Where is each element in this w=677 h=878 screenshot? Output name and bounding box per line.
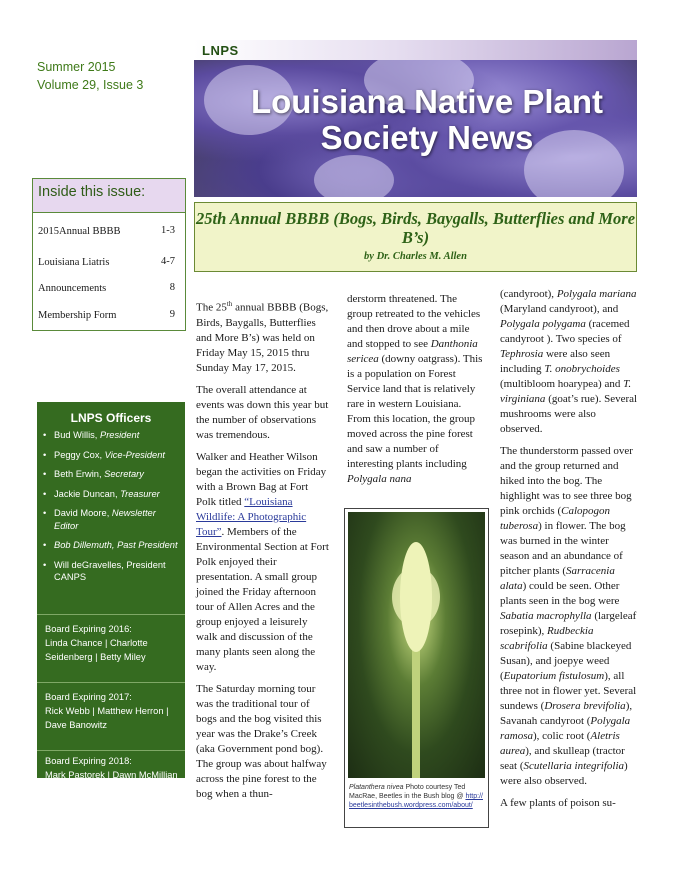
- officers-list: [43, 429, 182, 591]
- board-members: Mark Pastorek | Dawn McMillian | John Mayronne: [45, 770, 178, 794]
- officer-role: Past President: [117, 540, 178, 550]
- officer-name: Bud Willis,: [54, 430, 98, 440]
- toc-item-pages: 1-3: [161, 225, 175, 236]
- officer-item: [43, 429, 182, 442]
- toc-item-label: Louisiana Liatris: [38, 257, 110, 268]
- officer-role: Secretary: [104, 469, 144, 479]
- flower-stalk: [412, 632, 420, 778]
- flower-petal: [314, 155, 394, 197]
- officer-item: [43, 539, 182, 552]
- article-header: [194, 202, 637, 272]
- board-title: Board Expiring 2016:: [45, 624, 132, 634]
- issue-volume: Volume 29, Issue 3: [37, 78, 144, 92]
- toc-item[interactable]: [38, 256, 178, 268]
- caption-species: Platanthera nivea: [349, 784, 404, 791]
- officer-role: Vice-President: [104, 449, 165, 460]
- paragraph: The Saturday morning tour was the traditional tour of bogs and the bog visited this year was the Drake’s Creek (aka Government pond bog). The group was about halfway across the pine forest to the bog when a thun-: [196, 682, 327, 800]
- officer-item: [43, 559, 182, 584]
- orchid-photo-figure: [344, 508, 489, 828]
- officer-item: [43, 468, 182, 481]
- officer-role: Treasurer: [120, 488, 160, 499]
- issue-info: [37, 58, 143, 94]
- toc-item-label: 2015Annual BBBB: [38, 226, 121, 237]
- officer-name: David Moore,: [54, 508, 110, 518]
- officer-role: President: [100, 430, 140, 440]
- toc-item[interactable]: [38, 225, 178, 237]
- newsletter-title: Louisiana Native Plant Society News: [250, 83, 604, 156]
- toc-item-label: Membership Form: [38, 310, 117, 321]
- sidebar-divider: [37, 750, 185, 751]
- paragraph: Walker and Heather Wilson began the activities on Friday with a Brown Bag at Fort Polk titled “Louisiana Wildlife: A Photographic Tour”. Members of the Environmental Section at Fort Polk enjoyed their presentation. A small group joined the Friday afternoon tour of Allen Acres and the group enjoyed a leisurely walk and discussion of the many plants seen along the way.: [196, 450, 329, 673]
- board-members: Rick Webb | Matthew Herron | Dave Banowitz: [45, 706, 169, 730]
- table-of-contents: [32, 178, 186, 331]
- masthead-tab-label: LNPS: [202, 43, 239, 58]
- paragraph: (candyroot), Polygala mariana (Maryland candyroot), and Polygala polygama (racemed candyroot ). Two species of Tephrosia were also seen including T. onobrychoides (multibloom hoarypea) and T. virginiana (goat’s rue). Several mushrooms were also observed.: [500, 288, 638, 435]
- officers-title: LNPS Officers: [70, 411, 152, 425]
- paragraph: The thunderstorm passed over and the group returned and hiked into the bog. The highlight was to see three bog pink orchids (Calopogon tuberosa) in flower. The bog was burned in the winter season and an abundance of pitcher plants (Sarracenia alata) could be seen. Other plants seen in the bog were Sabatia macrophylla (largeleaf rosepink), Rudbeckia scabrifolia (Sabine blackeyed Susan), and joepye weed (Eupatorium fistulosum), all three not in flower yet. Several sundews (Drosera brevifolia), Savanah candyroot (Polygala ramosa), colic root (Aletris aurea), and skulleap (tractor seat (Scutellaria integrifolia) were also observed.: [500, 445, 637, 787]
- officer-name: Peggy Cox,: [54, 449, 103, 460]
- paragraph: The overall attendance at events was down this year but the number of observations was tremendous.: [196, 383, 329, 441]
- photo-caption: [349, 783, 483, 810]
- toc-item-pages: 9: [169, 309, 175, 320]
- caption-link[interactable]: http://beetlesinthebush.wordpress.com/about/: [349, 793, 483, 809]
- paragraph: derstorm threatened. The group retreated to the vehicles and then drove about a mile and stopped to see Danthonia sericea (downy oatgrass). This is a population on Forest Service land that is relatively rare in western Louisiana. From this location, the group moved across the pine forest and saw a number of interesting plants including Polygala nana: [347, 293, 483, 485]
- officer-name: Jackie Duncan,: [54, 488, 118, 499]
- officer-role: President CANPS: [54, 559, 166, 582]
- board-2017: [45, 690, 180, 732]
- article-byline: by Dr. Charles M. Allen: [364, 251, 467, 262]
- officer-role: Newsletter Editor: [54, 508, 156, 531]
- toc-item[interactable]: [38, 309, 178, 321]
- toc-item[interactable]: [38, 282, 178, 294]
- article-column-3: [500, 287, 640, 818]
- article-headline: 25th Annual BBBB (Bogs, Birds, Baygalls, Butterflies and More B’s): [195, 209, 636, 247]
- officer-name: Bob Dillemuth,: [54, 540, 115, 550]
- flower-spike: [392, 567, 440, 627]
- toc-item-pages: 8: [169, 282, 175, 293]
- paragraph: A few plants of poison su-: [500, 797, 616, 809]
- masthead-banner: [194, 60, 637, 197]
- photographic-tour-link[interactable]: “Louisiana Wildlife: A Photographic Tour”: [196, 495, 307, 538]
- issue-season: Summer 2015: [37, 60, 116, 74]
- officer-item: [43, 488, 182, 501]
- sidebar-divider: [37, 682, 185, 683]
- paragraph: The 25th annual BBBB (Bogs, Birds, Baygalls, Butterflies and More B’s) was held on Friday May 15, 2015 thru Sunday May 17, 2015.: [196, 300, 329, 374]
- toc-item-pages: 4-7: [161, 256, 175, 267]
- board-2018: [45, 754, 180, 796]
- article-column-2: [347, 292, 485, 494]
- masthead-tab: [194, 40, 637, 60]
- caption-credit: Photo courtesy Ted MacRae, Beetles in the Bush blog @: [349, 784, 466, 800]
- board-2016: [45, 622, 180, 664]
- toc-title: Inside this issue:: [33, 179, 185, 213]
- board-title: Board Expiring 2017:: [45, 692, 132, 702]
- board-title: Board Expiring 2018:: [45, 756, 132, 766]
- officer-name: Beth Erwin,: [54, 469, 102, 479]
- article-column-1: [196, 297, 330, 809]
- sidebar-divider: [37, 614, 185, 615]
- board-members: Linda Chance | Charlotte Seidenberg | Betty Miley: [45, 638, 148, 662]
- orchid-photo: [348, 512, 485, 778]
- officers-sidebar: [37, 402, 185, 794]
- officer-name: Will deGravelles,: [54, 559, 124, 570]
- officer-item: [43, 507, 182, 532]
- toc-item-label: Announcements: [38, 283, 107, 294]
- officer-item: [43, 449, 182, 462]
